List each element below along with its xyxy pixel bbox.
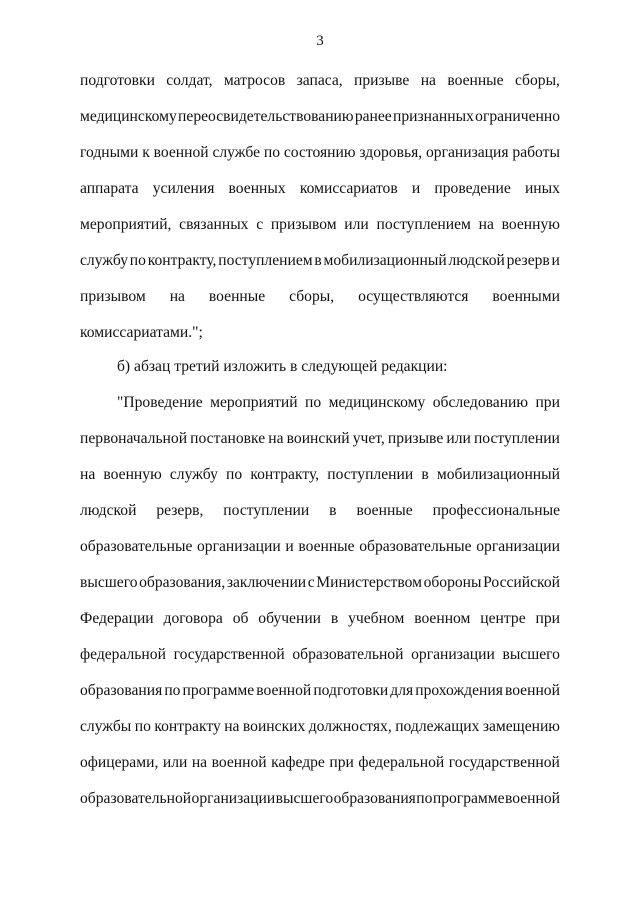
word: об xyxy=(232,610,249,627)
word: медицинскому xyxy=(328,394,426,411)
word: образования xyxy=(333,790,416,807)
word: людской xyxy=(80,502,137,519)
word: федеральной xyxy=(358,754,445,771)
word: по xyxy=(164,682,181,699)
word: образовательные xyxy=(80,538,193,555)
word: призыве xyxy=(387,430,444,447)
word: организация xyxy=(426,144,509,161)
word: службе xyxy=(212,144,260,161)
word: при xyxy=(329,754,354,771)
word: мероприятий xyxy=(210,394,298,411)
word: людской xyxy=(448,252,505,269)
word: учебном xyxy=(348,610,405,627)
word: военную xyxy=(103,466,162,483)
word: с xyxy=(256,216,264,233)
word: призыве xyxy=(354,72,410,89)
text-line xyxy=(80,644,560,666)
word: на xyxy=(80,466,96,483)
word: резерв, xyxy=(156,502,204,519)
word: поступлением xyxy=(376,216,471,233)
word: военные xyxy=(298,538,355,555)
word: сборы, xyxy=(289,288,335,305)
word: или xyxy=(446,430,471,447)
word: по xyxy=(129,252,146,269)
word: в xyxy=(329,502,337,519)
word: военной xyxy=(211,754,267,771)
word: подготовки xyxy=(313,682,389,699)
word: по xyxy=(263,144,281,161)
word: государственной xyxy=(173,646,285,663)
word: военной xyxy=(505,790,560,807)
word: программе xyxy=(182,682,255,699)
word: службу xyxy=(169,466,218,483)
word: высшего xyxy=(80,574,138,591)
word: при xyxy=(535,394,560,411)
paragraph-heading: б) абзац третий изложить в следующей редакции: xyxy=(117,358,448,375)
word: комиссариатов xyxy=(299,180,398,197)
word: центре xyxy=(480,610,526,627)
word: Министерством xyxy=(316,574,422,591)
word: запаса, xyxy=(296,72,343,89)
word: на xyxy=(420,72,436,89)
word: военные xyxy=(356,502,413,519)
word: обследованию xyxy=(432,394,529,411)
word: военных xyxy=(228,180,286,197)
word: контракту xyxy=(154,718,221,735)
word: контракту, xyxy=(250,466,320,483)
word: "Проведение xyxy=(117,394,203,411)
word: по xyxy=(305,394,322,411)
word: государственной xyxy=(448,754,560,771)
word: высшего xyxy=(275,790,334,807)
word: признанных xyxy=(392,108,474,125)
text-line xyxy=(80,680,560,702)
word: по xyxy=(134,718,151,735)
word: кафедре xyxy=(271,754,325,771)
word: подготовки xyxy=(80,72,155,89)
word: воинских xyxy=(242,718,306,735)
word: профессиональные xyxy=(432,502,560,519)
word: должностях, xyxy=(308,718,392,735)
word: иных xyxy=(524,180,560,197)
word: организации xyxy=(476,538,560,555)
word: призывом xyxy=(80,288,146,305)
text-line xyxy=(80,106,560,128)
word: поступлении xyxy=(473,430,560,447)
text-line xyxy=(80,500,560,522)
page-number: 3 xyxy=(316,33,324,49)
word: договора xyxy=(163,610,223,627)
word: в xyxy=(330,610,339,627)
word: поступлении xyxy=(327,466,414,483)
word: к xyxy=(142,144,150,161)
text-line xyxy=(80,572,560,594)
word: военном xyxy=(414,610,471,627)
word: образовательные xyxy=(359,538,472,555)
word: организации xyxy=(411,646,495,663)
word: обучении xyxy=(258,610,322,627)
word: матросов xyxy=(223,72,286,89)
word: состоянию xyxy=(283,144,356,161)
word: контракту, xyxy=(147,252,217,269)
word: или xyxy=(162,754,188,771)
word: на xyxy=(224,718,240,735)
word: связанных xyxy=(179,216,249,233)
word: здоровья, xyxy=(359,144,423,161)
word: федеральной xyxy=(80,646,166,663)
word: военные xyxy=(447,72,504,89)
word: обороны xyxy=(423,574,482,591)
word: и xyxy=(285,538,294,555)
word: и xyxy=(411,180,421,197)
word: военной xyxy=(504,682,560,699)
text-line xyxy=(80,608,560,630)
text-line xyxy=(80,788,560,810)
word: сборы, xyxy=(514,72,560,89)
word: военной xyxy=(256,682,312,699)
word: мероприятий, xyxy=(80,216,172,233)
word: прохождения xyxy=(415,682,503,699)
word: в xyxy=(314,252,322,269)
word: для xyxy=(390,682,414,699)
word: программе xyxy=(432,790,505,807)
text-line xyxy=(80,286,560,308)
word: воинский xyxy=(286,430,350,447)
word: образования xyxy=(80,682,163,699)
word: образовательной xyxy=(80,790,192,807)
word: офицерами, xyxy=(80,754,159,771)
word: учет, xyxy=(352,430,385,447)
word: аппарата xyxy=(80,180,139,197)
word: проведение xyxy=(434,180,511,197)
word: высшего xyxy=(502,646,560,663)
text-line xyxy=(80,716,560,738)
word: солдат, xyxy=(166,72,213,89)
text-line xyxy=(80,536,560,558)
word: поступлении xyxy=(223,502,310,519)
word: на xyxy=(478,216,494,233)
word: заключении xyxy=(226,574,307,591)
word: военные xyxy=(208,288,266,305)
word: по xyxy=(226,466,243,483)
text-line xyxy=(117,392,560,414)
word: на xyxy=(268,430,284,447)
word: военной xyxy=(153,144,209,161)
text-line xyxy=(80,464,560,486)
word: Федерации xyxy=(80,610,154,627)
text-line xyxy=(80,250,560,272)
text-line xyxy=(80,142,560,164)
word: образовательной xyxy=(292,646,404,663)
word: военными xyxy=(492,288,560,305)
word: первоначальной xyxy=(80,430,188,447)
text-line xyxy=(80,214,560,236)
word: и xyxy=(551,252,560,269)
word: службы xyxy=(80,718,132,735)
word: медицинскому xyxy=(80,108,177,125)
word: осуществляются xyxy=(358,288,469,305)
word: образования, xyxy=(139,574,226,591)
word: организации xyxy=(191,790,276,807)
word: усиления xyxy=(152,180,215,197)
word: мобилизационный xyxy=(436,466,560,483)
text-line xyxy=(80,70,560,92)
word: призывом xyxy=(270,216,337,233)
word: работы xyxy=(512,144,560,161)
word: постановке xyxy=(190,430,266,447)
word: на xyxy=(191,754,208,771)
word: поступлением xyxy=(218,252,313,269)
word: военную xyxy=(501,216,560,233)
word: или xyxy=(344,216,369,233)
word: с xyxy=(307,574,315,591)
word: замещению xyxy=(482,718,560,735)
word: годными xyxy=(80,144,139,161)
word: Российской xyxy=(483,574,560,591)
text-line xyxy=(80,178,560,200)
word: подлежащих xyxy=(395,718,480,735)
word: мобилизационный xyxy=(323,252,447,269)
word: ранее xyxy=(354,108,392,125)
word: на xyxy=(169,288,185,305)
text-line: комиссариатами."; xyxy=(80,324,203,341)
word: по xyxy=(416,790,433,807)
text-line xyxy=(80,428,560,450)
text-line xyxy=(80,752,560,774)
word: организации xyxy=(197,538,281,555)
word: ограниченно xyxy=(475,108,560,125)
word: в xyxy=(421,466,429,483)
word: переосвидетельствованию xyxy=(178,108,354,125)
word: при xyxy=(535,610,560,627)
word: службу xyxy=(80,252,128,269)
word: резерв xyxy=(506,252,550,269)
